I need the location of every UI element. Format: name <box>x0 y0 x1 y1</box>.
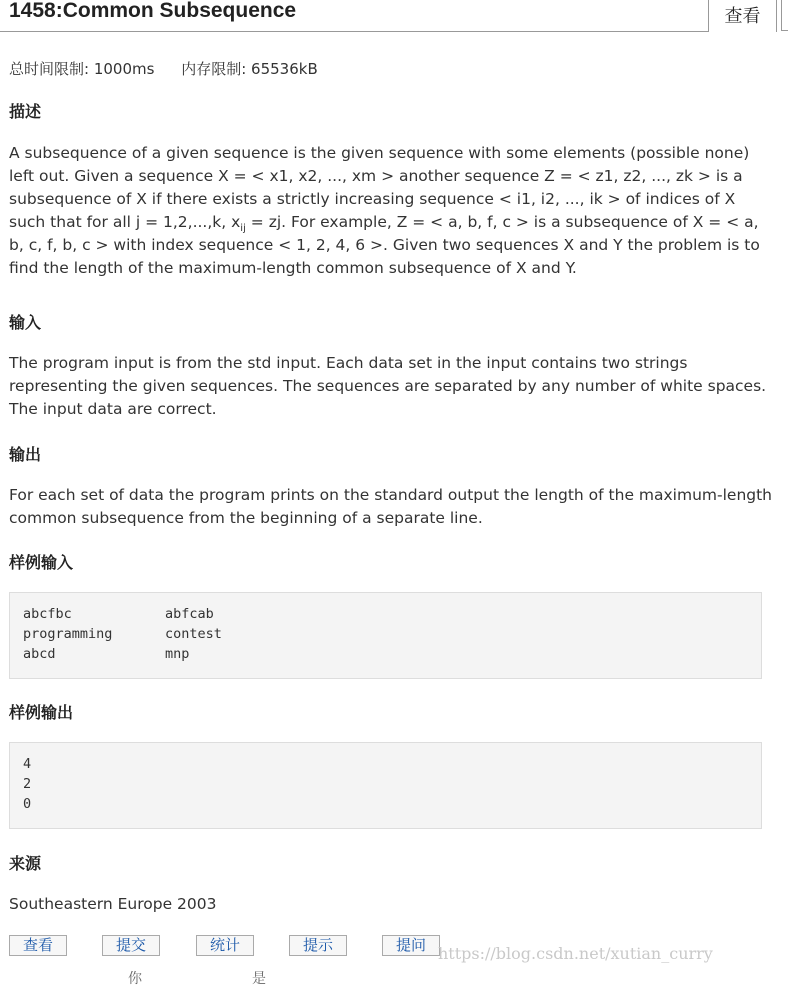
description-part1: A subsequence of a given sequence is the given sequence with some elements (possible none) left out. Given a sequence X = < x1, x2, ..., xm > another sequence Z = < z1, z2, ..., zk > is a subsequence of X if there exists a strictly increasing sequence < i1, i2, ..., ik > of indices of X such that for all j = 1,2,...,k, x <box>9 144 750 231</box>
sample-input-cell: mnp <box>165 646 190 662</box>
sample-input-cell: abfcab <box>165 606 214 622</box>
sample-input-cell: contest <box>165 626 222 642</box>
footer-fragment: 是 <box>252 971 266 987</box>
submit-button[interactable]: 提交 <box>102 935 160 956</box>
description-heading: 描述 <box>9 102 42 121</box>
description-text <box>9 142 774 280</box>
statistics-button[interactable]: 统计 <box>196 935 254 956</box>
limits <box>9 58 318 79</box>
ask-button[interactable]: 提问 <box>382 935 440 956</box>
sample-input-row <box>23 624 748 644</box>
title-bar <box>0 0 708 32</box>
sample-input-row <box>23 604 748 624</box>
sample-input-cell: abcd <box>23 646 56 662</box>
sample-input-row <box>23 644 748 664</box>
source-text: Southeastern Europe 2003 <box>9 895 217 913</box>
hint-button[interactable]: 提示 <box>289 935 347 956</box>
time-limit: 总时间限制: 1000ms <box>9 60 155 78</box>
sample-output-heading: 样例输出 <box>9 703 74 722</box>
sample-input-heading: 样例输入 <box>9 553 74 572</box>
footer-fragment: 你 <box>128 971 142 987</box>
sample-output-line: 0 <box>23 796 32 812</box>
page-title: 1458:Common Subsequence <box>9 0 297 22</box>
description-subscript: ij <box>240 223 246 235</box>
output-text: For each set of data the program prints on the standard output the length of the maximum-length common subsequence from the beginning of a separate line. <box>9 486 773 527</box>
sample-output-line: 4 <box>23 756 32 772</box>
source-heading: 来源 <box>9 854 42 873</box>
view-button[interactable]: 查看 <box>9 935 67 956</box>
sample-input-cell: programming <box>23 626 113 642</box>
sample-output-box <box>9 742 762 829</box>
input-text: The program input is from the std input. Each data set in the input contains two strings representing the given sequences. The sequences are separated by any number of white spaces. The input data are correct. <box>9 354 767 418</box>
output-heading: 输出 <box>9 445 42 464</box>
input-heading: 输入 <box>9 313 42 332</box>
sample-output-line: 2 <box>23 776 32 792</box>
next-tab-edge[interactable] <box>781 0 788 31</box>
sample-input-cell: abcfbc <box>23 606 72 622</box>
watermark: https://blog.csdn.net/xutian_curry <box>438 944 713 963</box>
sample-input-box <box>9 592 762 679</box>
memory-limit: 内存限制: 65536kB <box>181 60 318 78</box>
description-part2: = zj. For example, Z = < a, b, f, c > is a subsequence of X = < a, b, c, f, b, c > with index sequence < 1, 2, 4, 6 >. Given two sequences X and Y the problem is to find the length of the maximum-length common subsequence of X and Y. <box>9 213 760 277</box>
view-tab[interactable]: 查看 <box>708 0 777 32</box>
